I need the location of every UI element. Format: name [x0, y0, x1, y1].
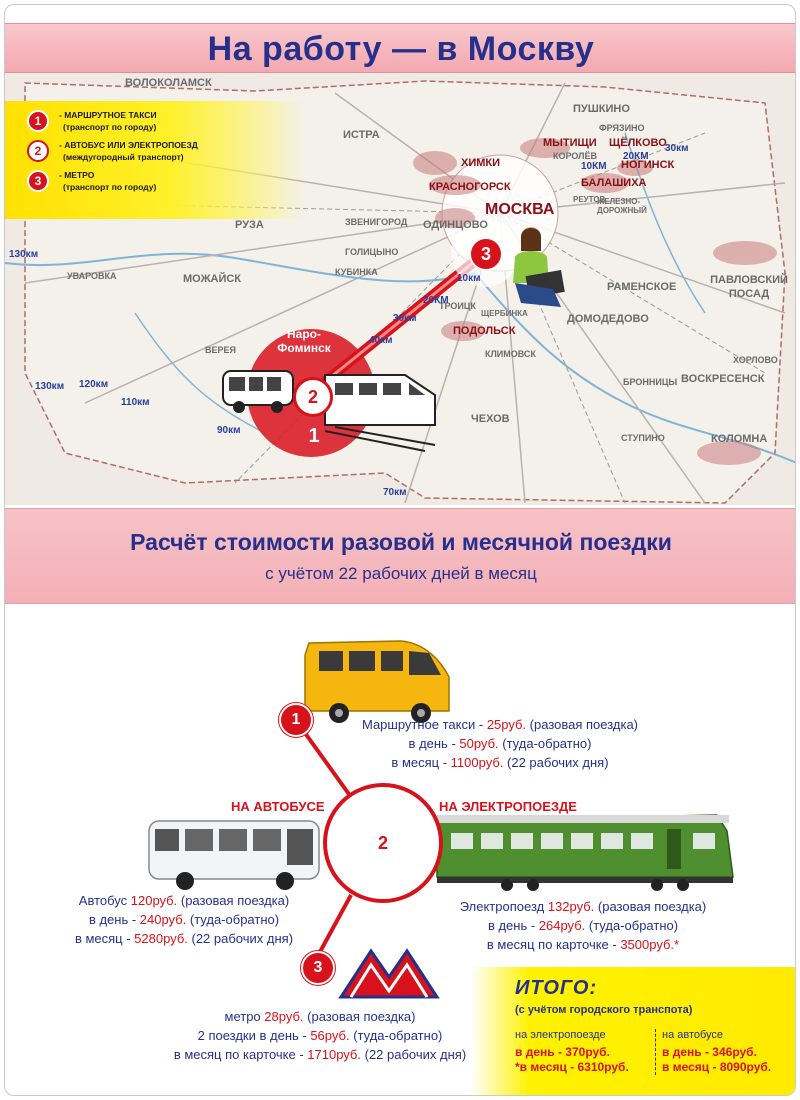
place-volokolamsk: ВОЛОКОЛАМСК [125, 77, 212, 89]
place-ramenskoye: РАМЕНСКОЕ [607, 281, 677, 293]
train-illustration [437, 815, 733, 891]
bus-line-month: в месяц - 5280руб. (22 рабочих дня) [74, 931, 294, 946]
place-reutov: РЕУТОВ [573, 195, 606, 204]
km-marker: 90км [217, 425, 241, 436]
legend-item [27, 169, 305, 193]
place-podolsk: ПОДОЛЬСК [453, 325, 516, 337]
legend-item [27, 139, 305, 163]
calc-subtitle: с учётом 22 рабочих дней в месяц [265, 564, 537, 583]
place-troitsk: ТРОИЦК [439, 301, 476, 311]
taxi-line-day: в день - 50руб. (туда-обратно) [408, 736, 592, 751]
route-badge-metro: 3 [469, 237, 503, 271]
train-route-label: НА ЭЛЕКТРОПОЕЗДЕ [439, 799, 577, 814]
metro-line-month: в месяц по карточке - 1710руб. (22 рабочих дня) [173, 1047, 467, 1062]
total-train-day: в день - 370руб. [515, 1045, 610, 1059]
metro-logo [341, 951, 437, 997]
moscow-region-map [5, 73, 796, 505]
place-mozhaysk: МОЖАЙСК [183, 273, 242, 285]
place-kolomna: КОЛОМНА [711, 433, 768, 445]
km-marker: 120км [79, 379, 109, 390]
legend-badge: 1 [27, 110, 49, 132]
bus-costs [49, 891, 319, 948]
km-marker: 70км [383, 487, 407, 498]
place-domodedovo: ДОМОДЕДОВО [567, 313, 649, 325]
total-train-column [515, 1029, 629, 1075]
place-fryazino: ФРЯЗИНО [599, 123, 645, 133]
place-uvarovka: УВАРОВКА [67, 271, 117, 281]
total-title: ИТОГО: [515, 977, 598, 999]
step-badge-taxi: 1 [279, 703, 313, 737]
place-moskva: МОСКВА [485, 201, 555, 218]
km-marker: 10КМ [581, 161, 607, 172]
legend-title: - МЕТРО [59, 170, 95, 180]
total-train-month: *в месяц - 6310руб. [515, 1060, 629, 1074]
place-istra: ИСТРА [343, 129, 380, 141]
bus-line-single: Автобус 120руб. (разовая поездка) [78, 893, 290, 908]
km-marker: 30км [665, 143, 689, 154]
total-box [471, 967, 796, 1096]
route-badge-taxi: 1 [308, 424, 320, 447]
place-stupino: СТУПИНО [621, 433, 665, 443]
place-golitsyno: ГОЛИЦЫНО [345, 247, 399, 257]
place-mytishchi: МЫТИЩИ [543, 137, 597, 149]
legend-subtitle: (транспорт по городу) [63, 122, 157, 132]
taxi-costs [335, 715, 665, 772]
legend-badge: 2 [27, 140, 49, 162]
page-title: На работу — в Москву [207, 30, 595, 68]
train-costs [433, 897, 733, 954]
cost-diagram [5, 605, 796, 1096]
calc-title: Расчёт стоимости разовой и месячной поездки [130, 529, 672, 555]
legend-title: - АВТОБУС ИЛИ ЭЛЕКТРОПОЕЗД [59, 140, 198, 150]
step-badge-metro: 3 [301, 951, 335, 985]
total-bus-day: в день - 346руб. [662, 1045, 757, 1059]
place-korolev: КОРОЛЁВ [553, 151, 597, 161]
place-kubinka: КУБИНКА [335, 267, 378, 277]
place-zheleznodorozhny: ЖЕЛЕЗНО-ДОРОЖНЫЙ [597, 197, 647, 215]
km-marker: 20КМ [423, 295, 449, 306]
minibus-illustration [305, 641, 449, 723]
train-line-day: в день - 264руб. (туда-обратно) [487, 918, 679, 933]
km-marker: 130км [9, 249, 39, 260]
place-krasnogorsk: КРАСНОГОРСК [429, 181, 511, 193]
total-bus-month: в месяц - 8090руб. [662, 1060, 772, 1074]
place-khorlovo: ХОРЛОВО [733, 355, 778, 365]
place-pavlovsky-posad: ПАВЛОВСКИЙ ПОСАД [710, 274, 788, 300]
km-marker: 20КМ [623, 151, 649, 162]
title-banner [5, 23, 796, 73]
place-ruza: РУЗА [235, 219, 264, 231]
place-klimovsk: КЛИМОВСК [485, 349, 536, 359]
legend-item [27, 109, 305, 133]
total-bus-caption: на автобусе [662, 1029, 724, 1041]
place-vereya: ВЕРЕЯ [205, 345, 236, 355]
km-marker: 130км [35, 381, 65, 392]
total-train-caption: на электропоезде [515, 1029, 606, 1041]
taxi-line-single: Маршрутное такси - 25руб. (разовая поездка) [361, 717, 639, 732]
total-bus-column [655, 1029, 771, 1075]
place-chekhov: ЧЕХОВ [471, 413, 510, 425]
place-shchelkovo: ЩЁЛКОВО [609, 137, 667, 149]
legend-subtitle: (междугородный транспорт) [63, 152, 184, 162]
metro-line-day: 2 поездки в день - 56руб. (туда-обратно) [197, 1028, 443, 1043]
bus-route-label: НА АВТОБУСЕ [231, 799, 325, 814]
metro-costs [155, 1007, 485, 1064]
legend-subtitle: (транспорт по городу) [63, 182, 157, 192]
place-voskresensk: ВОСКРЕСЕНСК [681, 373, 765, 385]
place-naro-fominsk: Наро-Фоминск [277, 327, 331, 355]
place-pushkino: ПУШКИНО [573, 103, 630, 115]
legend-badge: 3 [27, 170, 49, 192]
place-noginsk: НОГИНСК [621, 159, 675, 171]
legend-title: - МАРШРУТНОЕ ТАКСИ [59, 110, 157, 120]
train-line-month: в месяц по карточке - 3500руб.* [486, 937, 680, 952]
train-line-single: Электропоезд 132руб. (разовая поездка) [459, 899, 707, 914]
km-marker: 110км [121, 397, 150, 408]
taxi-line-month: в месяц - 1100руб. (22 рабочих дня) [391, 755, 609, 770]
page-frame [4, 4, 796, 1096]
hub-circle: 2 [323, 783, 443, 903]
place-khimki: ХИМКИ [461, 157, 501, 169]
calc-banner [5, 508, 796, 604]
km-marker: 30км [393, 313, 417, 324]
total-note: (с учётом городского транспота) [515, 1004, 693, 1016]
route-badge-bus-train: 2 [293, 377, 333, 417]
km-marker: 40км [369, 335, 393, 346]
metro-line-single: метро 28руб. (разовая поездка) [224, 1009, 416, 1024]
bus-illustration [149, 821, 319, 890]
place-shcherbinka: ЩЕРБИНКА [481, 309, 528, 318]
place-odintsovo: ОДИНЦОВО [423, 219, 488, 231]
place-zvenigorod: ЗВЕНИГОРОД [345, 217, 408, 227]
place-bronnitsy: БРОННИЦЫ [623, 377, 678, 387]
map-legend [5, 101, 305, 219]
bus-line-day: в день - 240руб. (туда-обратно) [88, 912, 280, 927]
place-balashikha: БАЛАШИХА [581, 177, 647, 189]
km-marker: 10км [457, 273, 481, 284]
